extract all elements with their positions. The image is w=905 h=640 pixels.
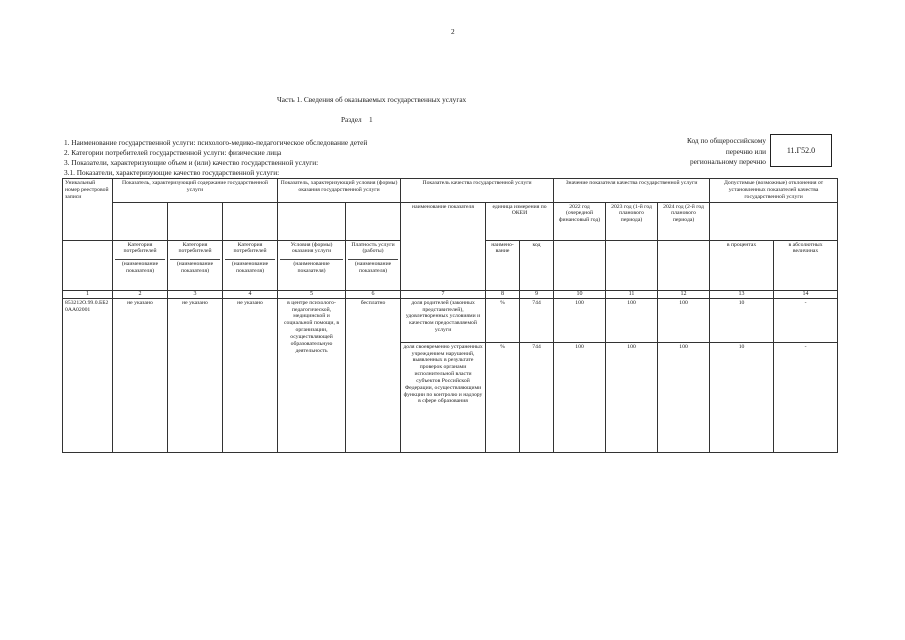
indicator-name-1: доля родителей (законных представителей), удовлетворенных условиями и качеством предоставляемой услуги bbox=[401, 298, 486, 342]
header-category-3: Категория потребителей (наименование показателя) bbox=[223, 240, 278, 290]
col-number: 1 bbox=[63, 290, 113, 298]
unit-name-2: % bbox=[486, 342, 520, 452]
code-label-2: перечню или bbox=[725, 147, 766, 156]
value-2023-1: 100 bbox=[606, 298, 658, 342]
header-indicator-name: наименование показателя bbox=[401, 202, 486, 290]
indicators-line: 3. Показатели, характеризующие объем и (или) качество государственной услуги: bbox=[64, 158, 319, 167]
category-1-value: не указано bbox=[113, 298, 168, 452]
service-code-box: 11.Г52.0 bbox=[770, 134, 832, 167]
col-number: 14 bbox=[774, 290, 838, 298]
header-payment: Платность услуги (работы) (наименование показателя) bbox=[346, 240, 401, 290]
value-2024-2: 100 bbox=[658, 342, 710, 452]
quality-indicators-table bbox=[62, 178, 838, 453]
header-form: Условия (формы) оказания услуги (наименование показателя) bbox=[278, 240, 346, 290]
header-year-2024: 2024 год (2-й год планового периода) bbox=[658, 202, 710, 240]
header-empty-form bbox=[278, 202, 346, 240]
col-number: 13 bbox=[710, 290, 774, 298]
deviation-percent-2: 10 bbox=[710, 342, 774, 452]
col-number: 9 bbox=[520, 290, 554, 298]
unit-code-2: 744 bbox=[520, 342, 554, 452]
header-empty-cat3 bbox=[223, 202, 278, 240]
service-name-line: 1. Наименование государственной услуги: психолого-медико-педагогическое обследование детей bbox=[64, 138, 368, 147]
code-label-1: Код по общероссийскому bbox=[686, 136, 766, 145]
header-empty-2023 bbox=[606, 240, 658, 290]
record-code: 853212О.99.0.ББ20АА02001 bbox=[63, 298, 113, 452]
header-deviation: Допустимые (возможные) отклонения от установленных показателей качества государственной услуги bbox=[710, 179, 838, 203]
col-number: 5 bbox=[278, 290, 346, 298]
header-empty-2024 bbox=[658, 240, 710, 290]
header-category-1: Категория потребителей (наименование показателя) bbox=[113, 240, 168, 290]
form-value: в центре психолого-педагогической, медицинской и социальной помощи, в организации, осуществляющей образовательную деятельность bbox=[278, 298, 346, 452]
header-content: Показатель, характеризующий содержание государственной услуги bbox=[113, 179, 278, 203]
header-empty-cat1 bbox=[113, 202, 168, 240]
col-number: 3 bbox=[168, 290, 223, 298]
deviation-percent-1: 10 bbox=[710, 298, 774, 342]
header-year-2023: 2023 год (1-й год планового периода) bbox=[606, 202, 658, 240]
value-2022-1: 100 bbox=[554, 298, 606, 342]
quality-indicators-line: 3.1. Показатели, характеризующие качество государственной услуги: bbox=[64, 168, 280, 177]
header-unit-code: код bbox=[520, 240, 554, 290]
header-unique-number: Уникальный номер реестровой записи bbox=[63, 179, 113, 241]
header-conditions: Показатель, характеризующий условия (формы) оказания государственной услуги bbox=[278, 179, 401, 203]
deviation-absolute-2: - bbox=[774, 342, 838, 452]
category-2-value: не указано bbox=[168, 298, 223, 452]
page-number: 2 bbox=[451, 27, 455, 36]
header-category-2: Категория потребителей (наименование показателя) bbox=[168, 240, 223, 290]
col-number: 12 bbox=[658, 290, 710, 298]
deviation-absolute-1: - bbox=[774, 298, 838, 342]
col-number: 8 bbox=[486, 290, 520, 298]
col-number: 6 bbox=[346, 290, 401, 298]
value-2022-2: 100 bbox=[554, 342, 606, 452]
header-unit-name: наимено-вание bbox=[486, 240, 520, 290]
value-2023-2: 100 bbox=[606, 342, 658, 452]
header-year-2022: 2022 год (очередной финансовый год) bbox=[554, 202, 606, 240]
col-number: 10 bbox=[554, 290, 606, 298]
value-2024-1: 100 bbox=[658, 298, 710, 342]
payment-value: бесплатно bbox=[346, 298, 401, 452]
header-values: Значение показателя качества государственной услуги bbox=[554, 179, 710, 203]
header-empty-place bbox=[346, 202, 401, 240]
header-absolute: в абсолютных величинах bbox=[774, 240, 838, 290]
header-unit: единица измерения по ОКЕИ bbox=[486, 202, 554, 240]
header-quality: Показатель качества государственной услуги bbox=[401, 179, 554, 203]
header-empty-unique bbox=[63, 240, 113, 290]
col-number: 11 bbox=[606, 290, 658, 298]
header-empty-cat2 bbox=[168, 202, 223, 240]
code-label-3: региональному перечню bbox=[690, 157, 766, 166]
section-label: Раздел 1 bbox=[341, 115, 373, 124]
unit-name-1: % bbox=[486, 298, 520, 342]
header-empty-deviation bbox=[710, 202, 838, 240]
indicator-name-2: доля своевременно устраненных учреждением нарушений, выявленных в результате проверок органами исполнительной власти субъектов Российской Федерации, осуществляющими функции по контролю и надзору в сфере образования bbox=[401, 342, 486, 452]
header-empty-2022 bbox=[554, 240, 606, 290]
header-percent: в процентах bbox=[710, 240, 774, 290]
category-3-value: не указано bbox=[223, 298, 278, 452]
part-title: Часть 1. Сведения об оказываемых государственных услугах bbox=[277, 95, 467, 104]
consumer-category-line: 2. Категории потребителей государственной услуги: физические лица bbox=[64, 148, 282, 157]
unit-code-1: 744 bbox=[520, 298, 554, 342]
col-number: 7 bbox=[401, 290, 486, 298]
col-number: 4 bbox=[223, 290, 278, 298]
col-number: 2 bbox=[113, 290, 168, 298]
